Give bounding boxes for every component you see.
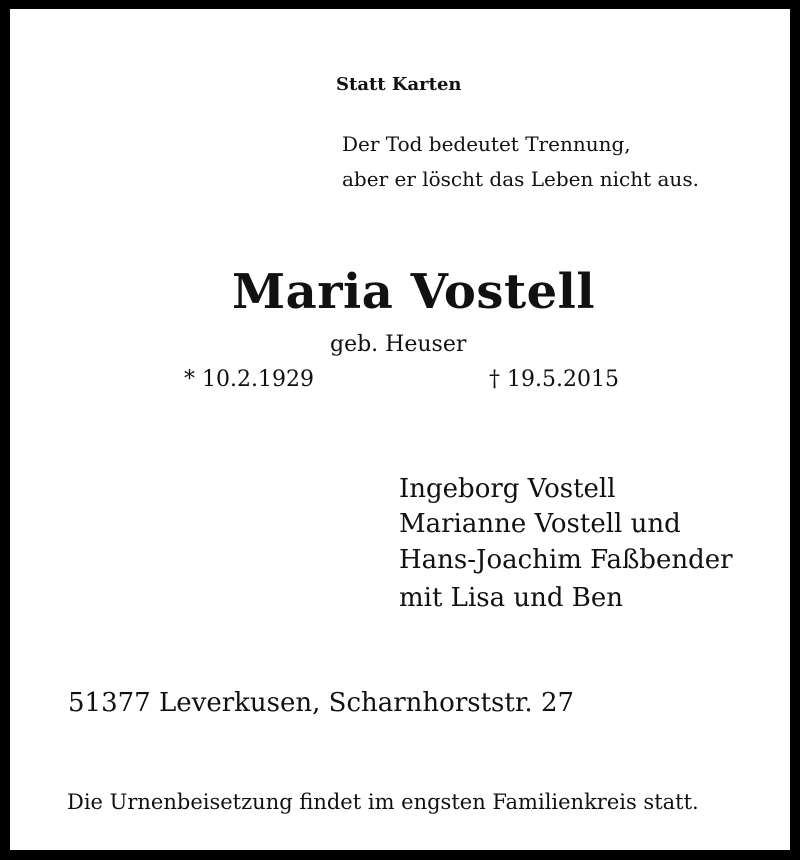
address: 51377 Leverkusen, Scharnhorststr. 27 xyxy=(68,688,575,718)
mourner-line: Hans-Joachim Faßbender xyxy=(399,545,733,575)
verse-line-1: Der Tod bedeutet Trennung, xyxy=(342,132,631,156)
mourner-line: Marianne Vostell und xyxy=(399,509,681,539)
mourner-line: Ingeborg Vostell xyxy=(399,474,616,504)
mourner-line: mit Lisa und Ben xyxy=(399,583,624,613)
verse-line-2: aber er löscht das Leben nicht aus. xyxy=(342,167,699,191)
notice-header: Statt Karten xyxy=(336,74,462,95)
maiden-name: geb. Heuser xyxy=(330,332,467,357)
burial-note: Die Urnenbeisetzung findet im engsten Familienkreis statt. xyxy=(67,790,699,814)
deceased-name: Maria Vostell xyxy=(232,264,596,320)
birth-date: * 10.2.1929 xyxy=(184,367,314,392)
death-date: † 19.5.2015 xyxy=(489,367,619,392)
